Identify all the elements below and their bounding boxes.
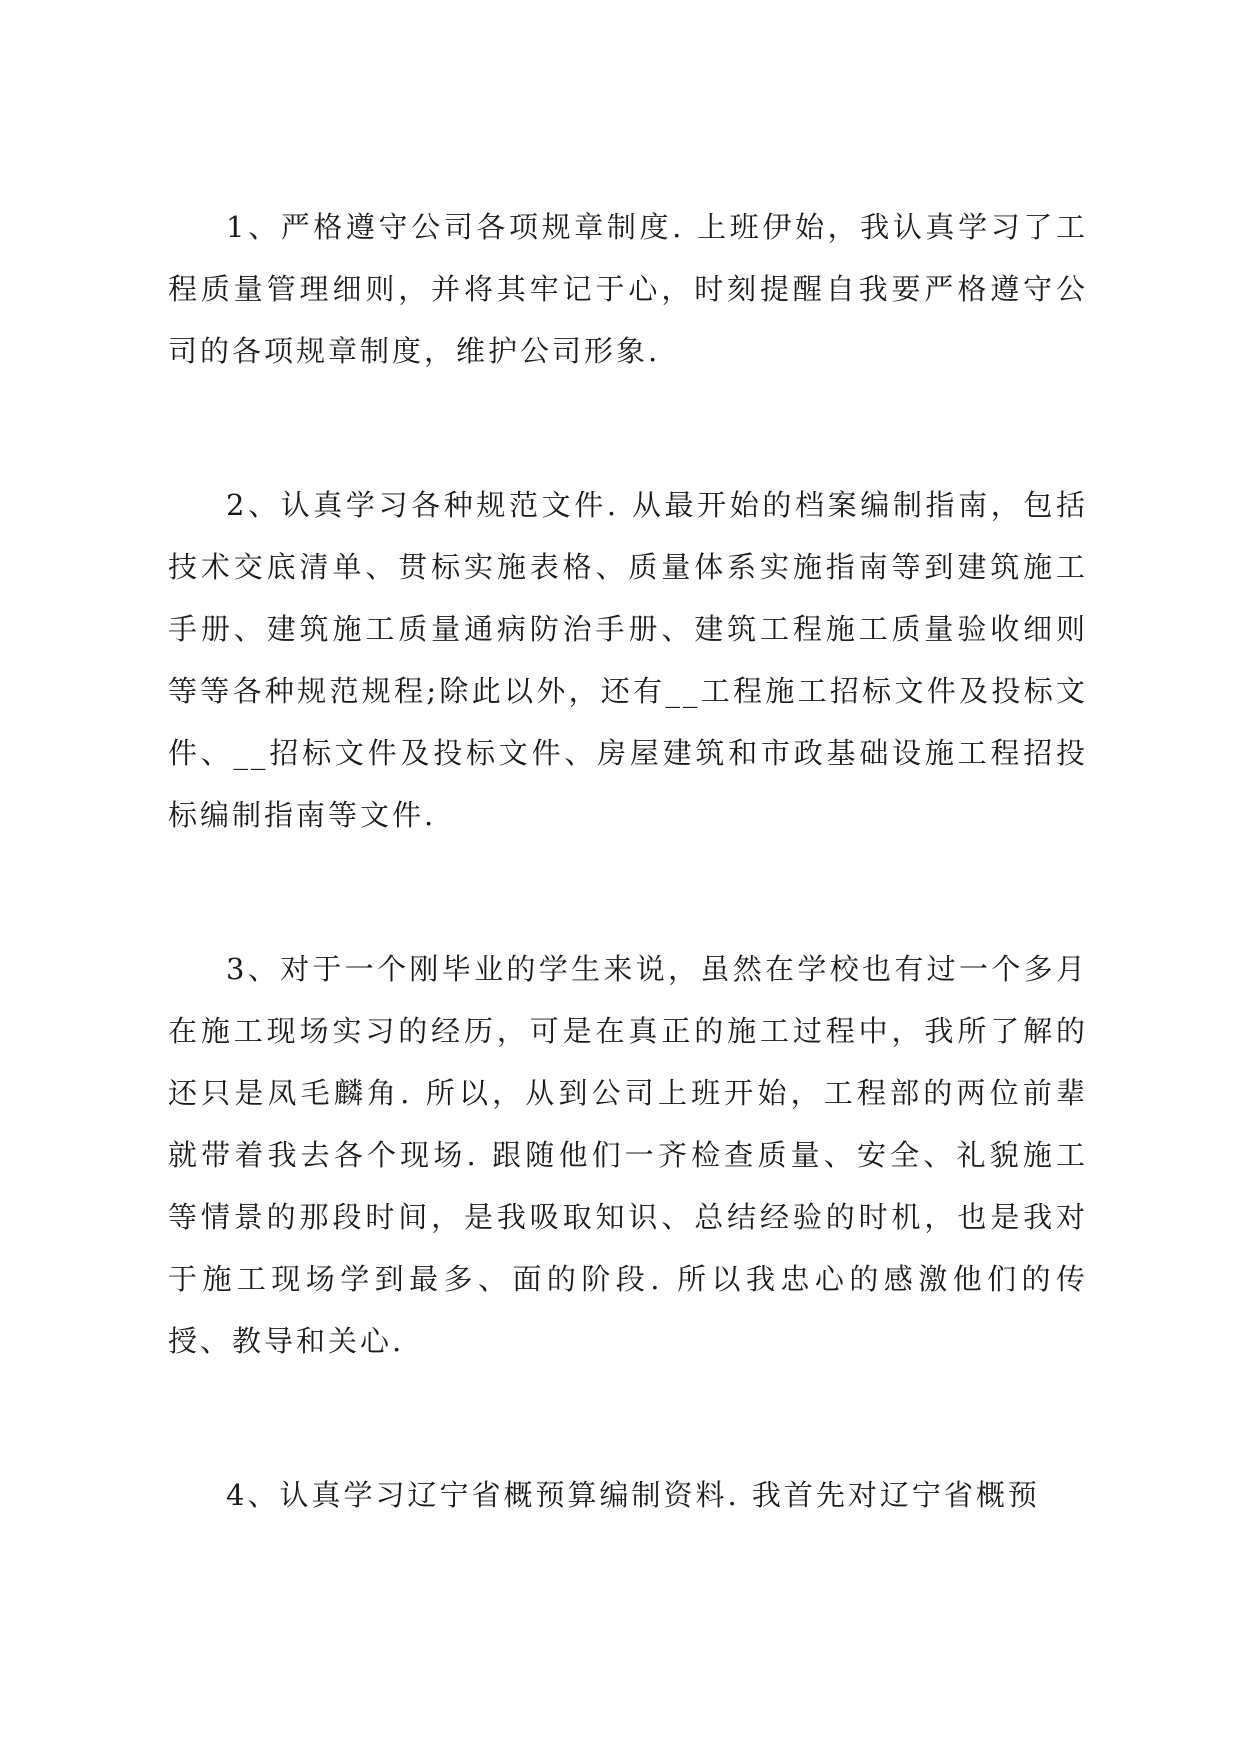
paragraph-1: 1、严格遵守公司各项规章制度. 上班伊始，我认真学习了工程质量管理细则，并将其牢记于心，时刻提醒自我要严格遵守公司的各项规章制度，维护公司形象. xyxy=(168,210,1088,368)
paragraph-3: 3、对于一个刚毕业的学生来说，虽然在学校也有过一个多月在施工现场实习的经历，可是在真正的施工过程中，我所了解的还只是凤毛麟角. 所以，从到公司上班开始，工程部的两位前辈就带着我去各个现场. 跟随他们一齐检查质量、安全、礼貌施工等情景的那段时间，是我吸取知识、总结经验的时机，也是我对于施工现场学到最多、面的阶段. 所以我忠心的感激他们的传授、教导和关心. xyxy=(168,952,1088,1358)
paragraph-4: 4、认真学习辽宁省概预算编制资料. 我首先对辽宁省概预 xyxy=(226,1478,1040,1512)
document-body xyxy=(168,196,1088,1526)
paragraph-2: 2、认真学习各种规范文件. 从最开始的档案编制指南，包括技术交底清单、贯标实施表格、质量体系实施指南等到建筑施工手册、建筑施工质量通病防治手册、建筑工程施工质量验收细则等等各种规范规程;除此以外，还有__工程施工招标文件及投标文件、__招标文件及投标文件、房屋建筑和市政基础设施工程招投标编制指南等文件. xyxy=(168,488,1088,832)
